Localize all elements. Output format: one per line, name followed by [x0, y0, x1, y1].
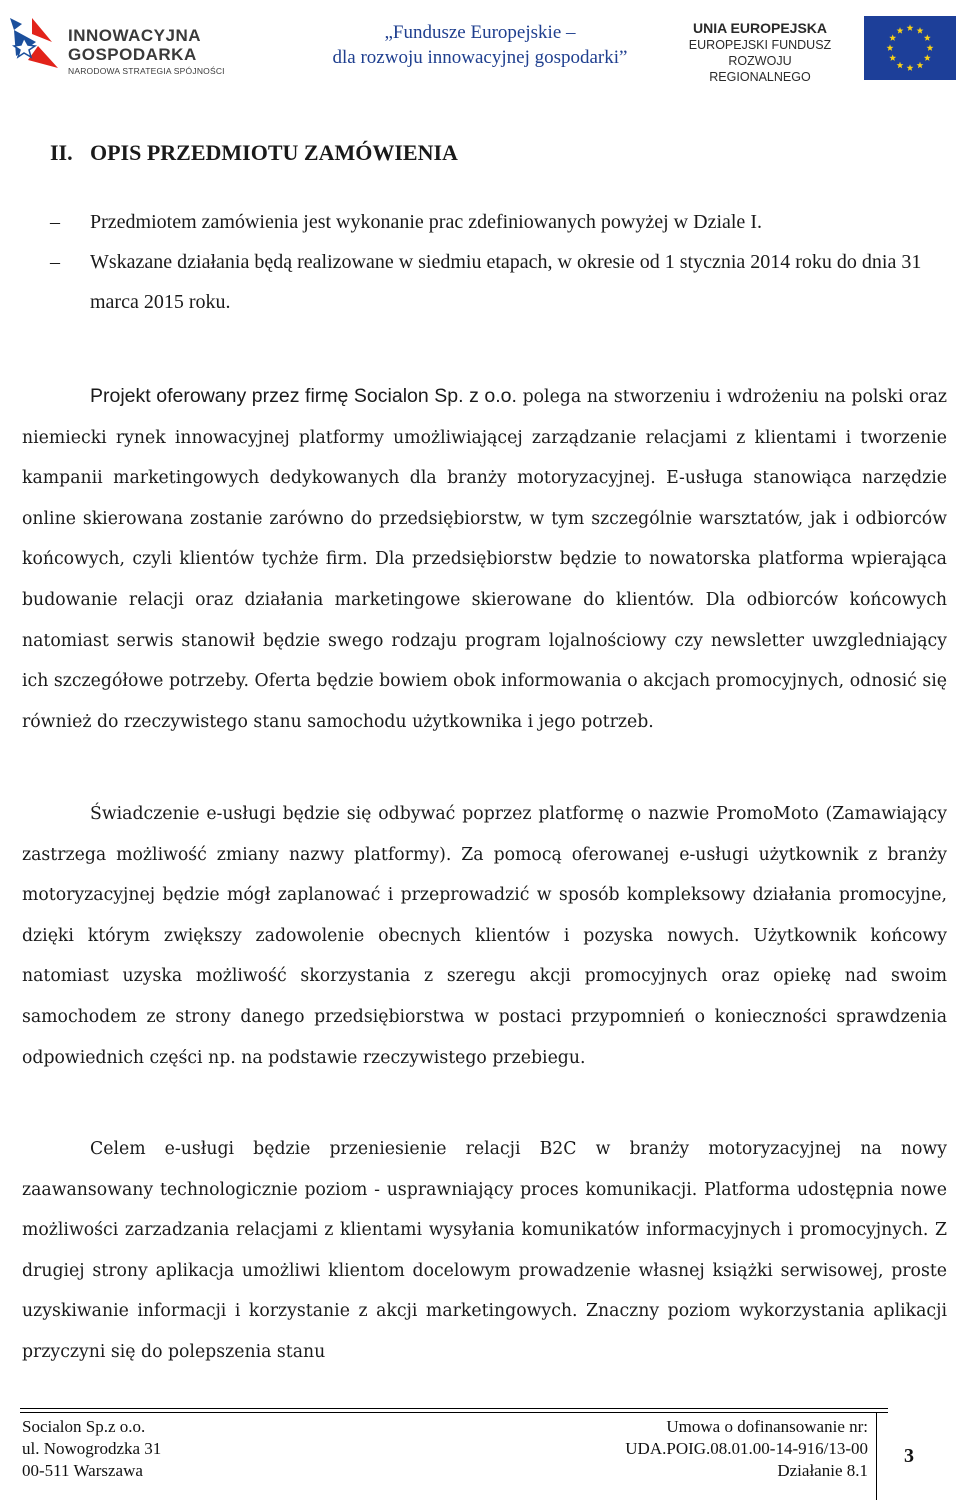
ig-name-line1: INNOWACYJNA: [68, 26, 202, 45]
footer-city: 00-511 Warszawa: [22, 1461, 143, 1480]
header-program-title: [260, 20, 700, 70]
bullet-text: Przedmiotem zamówienia jest wykonanie prac zdefiniowanych powyżej w Dziale I.: [90, 211, 762, 233]
bullet-text: Wskazane działania będą realizowane w siedmiu etapach, w okresie od 1 stycznia 2014 roku do dnia 31 marca 2015 roku.: [90, 251, 922, 313]
eu-flag-icon: [864, 16, 956, 80]
footer-company: Socialon Sp.z o.o.: [22, 1417, 146, 1436]
paragraph-body: Celem e-usługi będzie przeniesienie relacji B2C w branży motoryzacyjnej na nowy zaawansowany technologicznie poziom - usprawniający proces komunikacji. Platforma udostępnia nowe możliwości zarzadzania relacjami z klientami wysyłania komunikatów informacyjnych i promocyjnych. Z drugiej strony aplikacja umożliwi klientom docelowym prowadzenie własnej książki serwisowej, proste uzyskiwanie informacji i korzystanie z akcji marketingowych. Znaczny poziom wykorzystania aplikacji przyczyni się do polepszenia stanu: [22, 1139, 947, 1362]
eu-fund-logo: [678, 16, 956, 82]
ig-logo-mark-icon: [8, 12, 60, 74]
ig-logo-name: [68, 26, 201, 64]
bullet-dash: –: [50, 251, 60, 273]
list-item: [50, 242, 950, 322]
paragraph-service-delivery: [22, 794, 947, 1078]
paragraph-body: polega na stworzeniu i wdrożeniu na polski oraz niemiecki rynek innowacyjnej platformy umożliwiającej zarządzanie relacjami z klientami i tworzenie kampanii marketingowych dedykowanych dla branży motoryzacyjnej. E-usługa stanowiąca narzędzie online skierowana zostanie zarówno do przedsiębiorstw, w tym szczególnie warsztatów, jak i odbiorców końcowych, czyli klientów tychże firm. Dla przedsiębiorstw będzie to nowatorska platforma wpierająca budowanie relacji oraz działania marketingowe skierowane do klientów. Dla odbiorców końcowych natomiast serwis stanowił będzie swego rodzaju program lojalnościowy czy newsletter uwzgledniający ich szczegółowe potrzeby. Oferta będzie bowiem obok informowania o akcjach promocyjnych, odnosić się również do rzeczywistego stanu samochodu użytkownika i jego potrzeb.: [22, 387, 947, 732]
innowacyjna-gospodarka-logo: [8, 12, 238, 82]
footer-measure: Działanie 8.1: [777, 1461, 868, 1480]
footer-contract-label: Umowa o dofinansowanie nr:: [666, 1417, 868, 1436]
footer-contract-number: UDA.POIG.08.01.00-14-916/13-00: [625, 1439, 868, 1458]
section-number: II.: [50, 140, 73, 165]
section-heading: [50, 140, 458, 166]
bullet-list: [50, 202, 950, 322]
paragraph-lead: Projekt oferowany przez firmę Socialon Sp. z o.o.: [90, 385, 517, 407]
header-title-line2: dla rozwoju innowacyjnej gospodarki”: [332, 47, 628, 68]
paragraph-project-description: [22, 376, 947, 742]
eu-logo-title: UNIA EUROPEJSKA: [692, 20, 828, 36]
footer-street: ul. Nowogrodzka 31: [22, 1439, 162, 1458]
list-item: [50, 202, 950, 242]
footer-divider: [20, 1408, 888, 1409]
eu-logo-line2: EUROPEJSKI FUNDUSZ: [688, 38, 832, 52]
section-title: OPIS PRZEDMIOTU ZAMÓWIENIA: [90, 140, 458, 165]
page-header: [0, 0, 960, 90]
footer-contract-info: [560, 1416, 868, 1482]
ig-logo-subtitle: NARODOWA STRATEGIA SPÓJNOŚCI: [68, 66, 225, 76]
footer-divider: [20, 1412, 888, 1413]
eu-logo-text: [678, 20, 842, 85]
footer-company-address: [22, 1416, 161, 1482]
page-number: 3: [904, 1445, 914, 1467]
paragraph-service-goal: [22, 1129, 947, 1373]
bullet-dash: –: [50, 211, 60, 233]
page-number-box: [876, 1412, 949, 1500]
ig-name-line2: GOSPODARKA: [68, 45, 197, 64]
header-title-line1: „Fundusze Europejskie –: [384, 22, 576, 43]
paragraph-body: Świadczenie e-usługi będzie się odbywać poprzez platformę o nazwie PromoMoto (Zamawiający zastrzega możliwość zmiany nazwy platformy). Za pomocą oferowanej e-usługi użytkownik z branży motoryzacyjnej będzie mógł zaplanować i przeprowadzić w sposób kompleksowy działania promocyjne, dzięki którym zwiększy zadowolenie obecnych klientów i pozyska nowych. Użytkownik końcowy natomiast uzyska możliwość skorzystania z szeregu akcji promocyjnych oraz opiekę nad swoim samochodem ze strony danego przedsiębiorstwa w postaci przypomnień o konieczności sprawdzenia odpowiednich części np. na podstawie rzeczywistego przebiegu.: [22, 804, 947, 1068]
eu-logo-line3: ROZWOJU REGIONALNEGO: [709, 54, 811, 84]
